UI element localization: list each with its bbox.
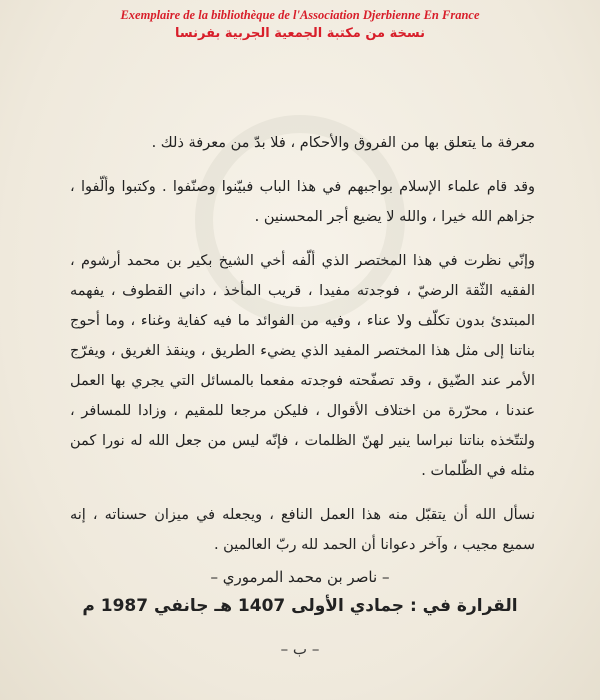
- paragraph-4: نسأل الله أن يتقبّل منه هذا العمل النافع ، ويجعله في ميزان حسناته ، إنه سميع مجيب ، وآخر دعوانا أن الحمد لله ربّ العالمين .: [70, 507, 535, 553]
- library-stamp-arabic: نسخة من مكتبة الجمعية الجربية بفرنسا: [175, 26, 425, 41]
- library-stamp-french: Exemplaire de la bibliothèque de l'Association Djerbienne En France: [120, 8, 480, 22]
- date-line: القرارة في : جمادي الأولى 1407 هـ جانفي 1987 م: [82, 596, 518, 616]
- paragraph-1: معرفة ما يتعلق بها من الفروق والأحكام ، فلا بدّ من معرفة ذلك .: [151, 135, 535, 151]
- page-number: – ب –: [280, 640, 320, 658]
- paragraph-2: وقد قام علماء الإسلام بواجبهم في هذا الباب فبيّنوا وصنّفوا . وكتبوا وألّفوا ، جزاهم الله خيرا ، والله لا يضيع أجر المحسنين .: [70, 179, 535, 225]
- paragraph-3: وإنّي نظرت في هذا المختصر الذي ألّفه أخي الشيخ بكير بن محمد أرشوم ، الفقيه الثّقة الرضيّ ، فوجدته مفيدا ، قريب المأخذ ، داني القطوف ، يفهمه المبتدئ بدون تكلّف ولا عناء ، وفيه من الفوائد ما فيه كفاية وغناء ، وما أحوج بناتنا إلى مثل هذا المختصر المفيد الذي يضيء الطريق ، وينقذ الغريق ، ويفرّج الأمر عند الضّيق ، وقد تصفّحته فوجدته مفعما بالمسائل التي يجري بها العمل عندنا ، محرّرة من اختلاف الأقوال ، فليكن مرجعا للمقيم ، وزادا للمسافر ، ولتتّخذه بناتنا نبراسا ينير لهنّ الظلمات ، فإنّه ليس من جعل الله له نورا كمن مثله في الظّلمات .: [70, 253, 535, 479]
- body-text: [70, 128, 535, 574]
- author-signature: – ناصر بن محمد المرموري –: [210, 568, 390, 586]
